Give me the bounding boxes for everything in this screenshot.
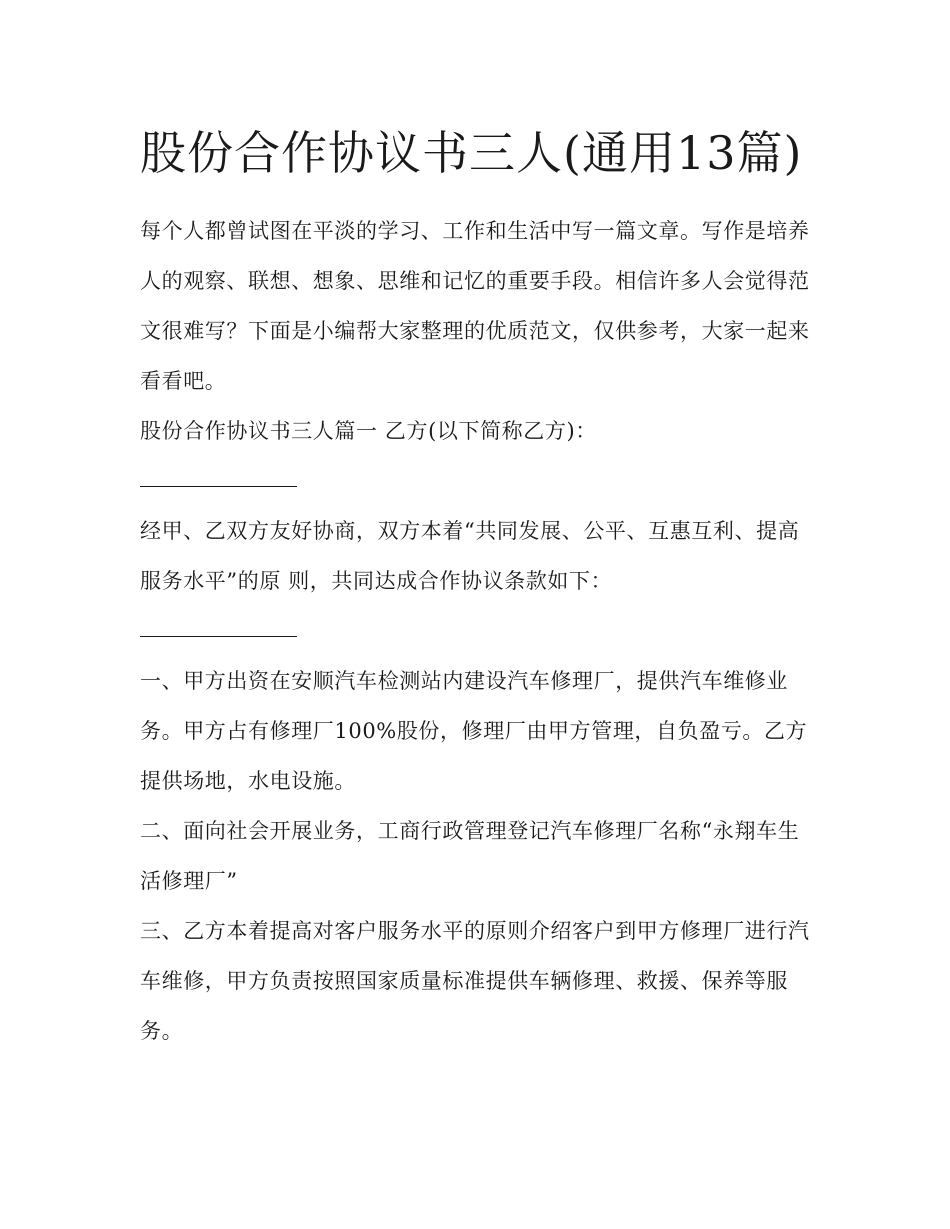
section-heading-paragraph: 股份合作协议书三人篇一 乙方(以下简称乙方)： <box>140 419 597 443</box>
blank-fill-line <box>140 456 815 506</box>
agreement-preamble-paragraph: 经甲、乙双方友好协商，双方本着“共同发展、公平、互惠互利、提高服务水平”的原 则，共同达成合作协议条款如下： <box>140 519 800 593</box>
clause-1-paragraph: 一、甲方出资在安顺汽车检测站内建设汽车修理厂，提供汽车维修业务。甲方占有修理厂100%股份，修理厂由甲方管理，自负盈亏。乙方提供场地，水电设施。 <box>140 669 808 793</box>
document-title: 股份合作协议书三人(通用13篇) <box>140 126 803 180</box>
clause-2-paragraph: 二、面向社会开展业务，工商行政管理登记汽车修理厂名称“永翔车生活修理厂” <box>140 819 800 893</box>
blank-fill-line <box>140 606 815 656</box>
document-page <box>140 112 815 1056</box>
clause-3-paragraph: 三、乙方本着提高对客户服务水平的原则介绍客户到甲方修理厂进行汽车维修，甲方负责按照国家质量标准提供车辆修理、救援、保养等服务。 <box>140 919 810 1043</box>
intro-paragraph: 每个人都曾试图在平淡的学习、工作和生活中写一篇文章。写作是培养人的观察、联想、想象、思维和记忆的重要手段。相信许多人会觉得范文很难写？下面是小编帮大家整理的优质范文，仅供参考，大家一起来看看吧。 <box>140 219 810 393</box>
